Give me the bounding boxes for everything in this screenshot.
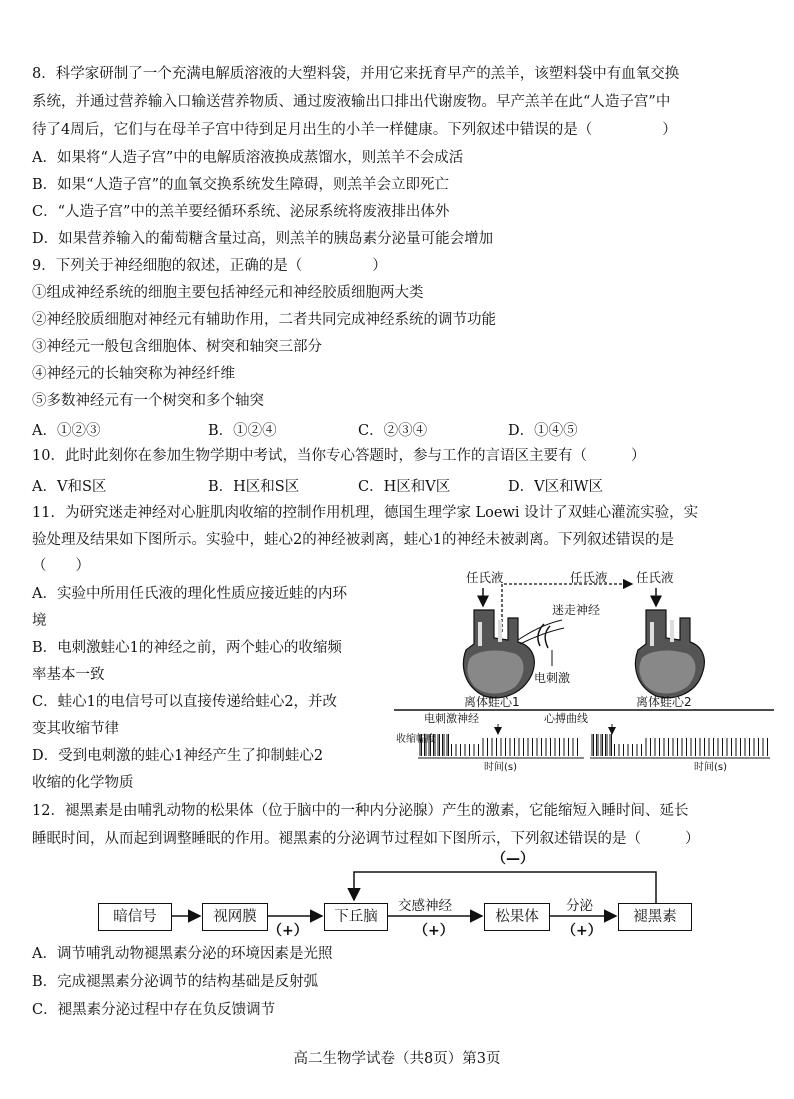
ringer-label-mid: 任氏液 (570, 570, 608, 585)
q12-stem-line1: 12．褪黑素是由哺乳动物的松果体（位于脑中的一种内分泌腺）产生的激素，它能缩短入睡时间、延长 (32, 803, 689, 819)
q8-stem-line3 (32, 120, 677, 140)
q10-option-a: A．V和S区 (32, 479, 107, 495)
beat-trace-heart1 (420, 734, 578, 756)
q10-option-b: B．H区和S区 (208, 479, 300, 495)
q11-option-d-line2: 收缩的化学物质 (32, 775, 134, 791)
beat-trace-path (592, 734, 768, 756)
q11-answer-paren: （ ） (32, 558, 90, 574)
q11-option-a-line1: A．实验中所用任氏液的理化性质应接近蛙的内环 (32, 586, 347, 602)
q11-stem-line1: 11．为研究迷走神经对心脏肌肉收缩的控制作用机理，德国生理学家 Loewi 设计了双蛙心灌流实验，实 (32, 505, 699, 521)
q9-statement-5: ⑤多数神经元有一个树突和多个轴突 (32, 393, 264, 409)
q11-option-a-line2: 境 (32, 613, 47, 629)
sympathetic-label: 交感神经 (398, 898, 452, 914)
q8-option-c: C．“人造子宫”中的羔羊要经循环系统、泌尿系统将废液排出体外 (32, 204, 450, 220)
q9-option-c: C．②③④ (358, 423, 428, 439)
q8-stem-line1: 8．科学家研制了一个充满电解质溶液的大塑料袋，并用它来抚育早产的羔羊，该塑料袋中有血氧交换 (32, 66, 680, 82)
q12-option-c: C．褪黑素分泌过程中存在负反馈调节 (32, 1002, 276, 1018)
q8-option-d: D．如果营养输入的葡萄糖含量过高，则羔羊的胰岛素分泌量可能会增加 (32, 231, 494, 247)
q9-statement-3: ③神经元一般包含细胞体、树突和轴突三部分 (32, 339, 322, 355)
amplitude-axis-label: 收缩幅度 (396, 734, 436, 745)
ringer-label-left: 任氏液 (466, 570, 504, 585)
page-footer: 高二生物学试卷（共8页）第3页 (293, 1051, 501, 1067)
plus-label-3: （+） (562, 923, 602, 939)
vagus-label: 迷走神经 (552, 603, 601, 617)
heart1-label: 离体蛙心1 (464, 695, 520, 709)
q11-option-c-line2: 变其收缩节律 (32, 721, 119, 737)
q8-option-b: B．如果“人造子宫”的血氧交换系统发生障碍，则羔羊会立即死亡 (32, 177, 449, 193)
q10-stem-text: 10．此时此刻你在参加生物学期中考试，当你专心答题时，参与工作的言语区主要有（ (32, 448, 587, 464)
q12-option-a: A．调节哺乳动物褪黑素分泌的环境因素是光照 (32, 946, 333, 962)
q12-option-b: B．完成褪黑素分泌调节的结构基础是反射弧 (32, 974, 319, 990)
stim-nerve-label: 电刺激神经 (424, 712, 479, 725)
q11-option-b-line1: B．电刺激蛙心1的神经之前，两个蛙心的收缩频 (32, 640, 342, 656)
plus-label-2: （+） (414, 923, 454, 939)
minus-feedback-label: （—） (492, 851, 534, 867)
q9-statement-2: ②神经胶质细胞对神经元有辅助作用，二者共同完成神经系统的调节功能 (32, 312, 496, 328)
q8-close-paren: ） (662, 122, 677, 138)
stim-label: 电刺激 (534, 671, 571, 685)
q9-stem (32, 256, 387, 276)
box-retina: 视网膜 (202, 903, 268, 931)
q8-stem-line2: 系统，并通过营养输入口输送营养物质、通过废液输出口排出代谢废物。早产羔羊在此“人造子宫”中 (32, 94, 671, 110)
q9-stem-text: 9．下列关于神经细胞的叙述，正确的是（ (32, 258, 303, 274)
q12-stem-line2 (32, 829, 700, 849)
time-label-left: 时间(s) (484, 762, 518, 772)
beat-curve-label: 心搏曲线 (544, 712, 588, 725)
time-label-right: 时间(s) (694, 762, 728, 772)
q11-option-c-line1: C．蛙心1的电信号可以直接传递给蛙心2，并改 (32, 694, 338, 710)
q8-option-a: A．如果将“人造子宫”中的电解质溶液换成蒸馏水，则羔羊不会成活 (32, 150, 464, 166)
beat-trace-heart2 (592, 734, 768, 756)
q9-option-d: D．①④⑤ (508, 423, 578, 439)
q9-statement-4: ④神经元的长轴突称为神经纤维 (32, 366, 235, 382)
box-hypothalamus: 下丘脑 (324, 903, 388, 931)
plus-label-1: （+） (268, 923, 308, 939)
frog-heart-2 (635, 610, 704, 698)
secrete-label: 分泌 (566, 898, 593, 914)
q11-figure (394, 562, 774, 772)
q10-option-c: C．H区和V区 (358, 479, 451, 495)
ringer-label-right: 任氏液 (636, 570, 674, 585)
q12-stem-text: 睡眠时间，从而起到调整睡眠的作用。褪黑素的分泌调节过程如下图所示，下列叙述错误的是（ (32, 831, 641, 847)
q8-stem-text: 待了4周后，它们与在母羊子宫中待到足月出生的小羊一样健康。下列叙述中错误的是（ (32, 122, 593, 138)
q11-stem-line2: 验处理及结果如下图所示。实验中，蛙心2的神经被剥离，蛙心1的神经未被剥离。下列叙述错误的是 (32, 532, 674, 548)
q9-statement-1: ①组成神经系统的细胞主要包括神经元和神经胶质细胞两大类 (32, 285, 424, 301)
q9-close-paren: ） (372, 258, 387, 274)
heart2-label: 离体蛙心2 (636, 695, 692, 709)
q9-option-a: A．①②③ (32, 423, 101, 439)
box-melatonin: 褪黑素 (618, 903, 692, 931)
q12-close-paren: ） (685, 831, 700, 847)
frog-heart-1 (463, 610, 534, 698)
q10-stem (32, 446, 645, 466)
q9-option-b: B．①②④ (208, 423, 277, 439)
q11-option-d-line1: D．受到电刺激的蛙心1神经产生了抑制蛙心2 (32, 748, 324, 764)
q10-close-paren: ） (630, 448, 646, 464)
q10-option-d: D．V区和W区 (508, 479, 604, 495)
box-pineal: 松果体 (484, 903, 550, 931)
q11-option-b-line2: 率基本一致 (32, 667, 105, 683)
melatonin-flow-diagram (96, 848, 716, 940)
beat-trace-path (420, 734, 578, 756)
box-dark-signal: 暗信号 (98, 903, 172, 931)
